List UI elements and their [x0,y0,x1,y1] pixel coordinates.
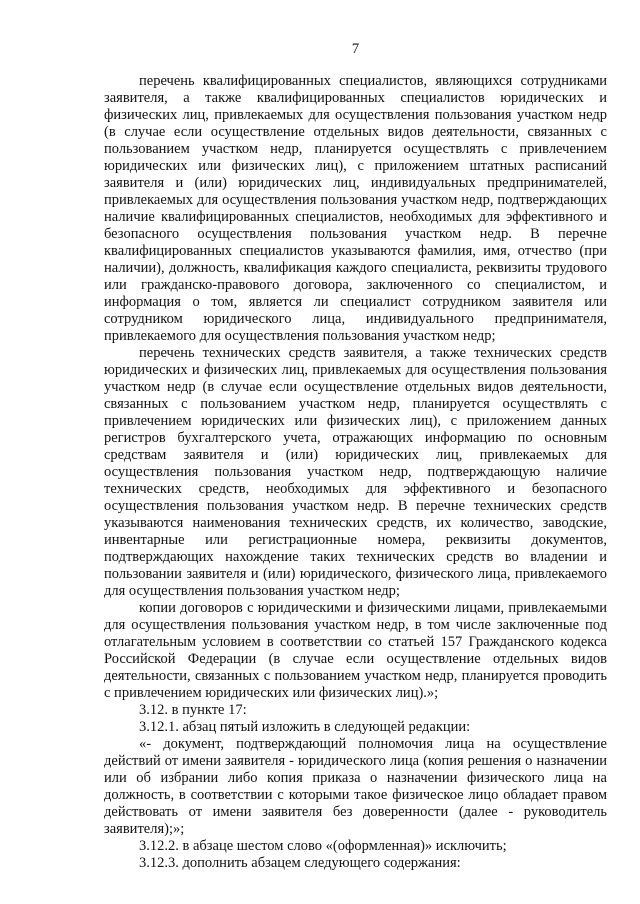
paragraph-quoted-document: «- документ, подтверждающий полномочия лица на осуществление действий от имени заявителя - юридического лица (копия решения о назначении или об избрании либо копия приказа о назначении физического лица на должность, в соответствии с которыми такое физическое лицо обладает правом действовать от имени заявителя без доверенности (далее - руководитель заявителя);»; [104,736,607,837]
item-3-12: 3.12. в пункте 17: [139,702,247,718]
paragraph-technical-means: перечень технических средств заявителя, а также технических средств юридических и физических лиц, привлекаемых для осуществления пользования участком недр (в случае если осуществление отдельных видов деятельности, связанных с пользованием участком недр, планируется осуществлять с привлечением юридических или физических лиц), с приложением данных регистров бухгалтерского учета, отражающих информацию по основным средствам заявителя и (или) юридических лиц, привлекаемых для осуществления пользования участком недр, подтверждающую наличие технических средств, необходимых для эффективного и безопасного осуществления пользования участком недр. В перечне технических средств указываются наименования технических средств, их количество, заводские, инвентарные или регистрационные номера, реквизиты документов, подтверждающих нахождение таких технических средств во владении и пользовании заявителя и (или) юридического, физического лица, привлекаемого для осуществления пользования участком недр; [104,345,607,599]
page-number: 7 [351,41,360,57]
item-3-12-3: 3.12.3. дополнить абзацем следующего содержания: [139,855,461,871]
item-3-12-2: 3.12.2. в абзаце шестом слово «(оформленная)» исключить; [139,838,507,854]
item-3-12-1: 3.12.1. абзац пятый изложить в следующей редакции: [139,719,471,735]
paragraph-contracts: копии договоров с юридическими и физическими лицами, привлекаемыми для осуществления пользования участком недр, в том числе заключенные под отлагательным условием в соответствии со статьей 157 Гражданского кодекса Российской Федерации (в случае если осуществление отдельных видов деятельности, связанных с пользованием участком недр, планируется проводить с привлечением юридических или физических лиц).»; [104,600,607,701]
paragraph-qualified-specialists: перечень квалифицированных специалистов, являющихся сотрудниками заявителя, а также квалифицированных специалистов юридических и физических лиц, привлекаемых для осуществления пользования участком недр (в случае если осуществление отдельных видов деятельности, связанных с пользованием участком недр, планируется осуществлять с привлечением юридических или физических лиц), с приложением штатных расписаний заявителя и (или) юридических лиц, индивидуальных предпринимателей, привлекаемых для осуществления пользования участком недр, подтверждающих наличие квалифицированных специалистов, необходимых для эффективного и безопасного осуществления пользования участком недр. В перечне квалифицированных специалистов указываются фамилия, имя, отчество (при наличии), должность, квалификация каждого специалиста, реквизиты трудового или гражданско-правового договора, заключенного со специалистом, и информация о том, является ли специалист сотрудником заявителя или сотрудником юридического лица, индивидуального предпринимателя, привлекаемого для осуществления пользования участком недр; [104,73,607,344]
